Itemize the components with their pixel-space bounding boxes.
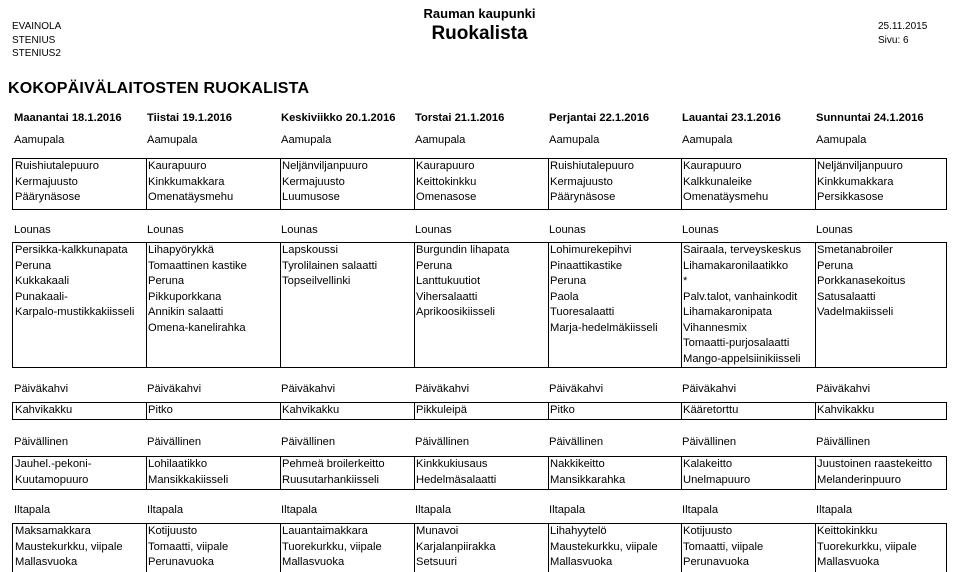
menu-item [146,352,280,367]
meal-label: Iltapala [415,504,452,516]
menu-item: Peruna [148,275,185,287]
meal-label: Lounas [415,224,452,236]
menu-item: Burgundin lihapata [416,244,510,256]
menu-item: Kääretorttu [683,404,739,416]
meal-label: Päivällinen [816,436,871,448]
menu-row [13,336,946,352]
menu-item [146,336,280,351]
menu-item: Ruishiutalepuuro [15,160,99,172]
menu-item: Pinaattikastike [550,259,623,272]
menu-item: Maustekurkku, viipale [15,540,123,553]
menu-item: Omenasose [416,191,477,203]
menu-item: Kinkkukiusaus [416,458,488,470]
menu-item: Hedelmäsalaatti [416,473,497,486]
menu-item: Annikin salaatti [148,306,224,318]
menu-item: Punakaali- [15,290,68,303]
menu-item: Pehmeä broilerkeitto [282,458,385,470]
meal-label: Päiväkahvi [549,383,604,395]
menu-item: Kahvikakku [817,404,875,416]
menu-item: Ruusutarhankiisseli [282,473,380,486]
menu-item: Aprikoosikiisseli [416,306,495,318]
menu-item: Lanttukuutiot [416,275,481,287]
menu-item: Peruna [817,259,854,272]
meal-label: Aamupala [816,134,867,146]
menu-item: Kuutamopuuro [15,473,89,486]
menu-item: Ruishiutalepuuro [550,160,634,172]
menu-item: Peruna [416,259,453,272]
menu-item: Omenatäysmehu [683,191,769,203]
menu-item: Neljänviljanpuuro [817,160,903,172]
menu-row [13,403,946,419]
menu-row [13,274,946,290]
menu-item: Kermajuusto [282,175,345,188]
menu-item: Perunavuoka [683,556,749,568]
menu-item: Satusalaatti [817,290,876,303]
meal-label: Iltapala [281,504,318,516]
menu-item: Kalakeitto [683,458,733,470]
menu-item [815,352,948,367]
menu-item: Kahvikakku [282,404,340,416]
menu-row [13,352,946,368]
meal-label: Iltapala [682,504,719,516]
meal-label: Lounas [281,224,318,236]
menu-item: Kaurapuuro [416,160,475,172]
meal-label: Päiväkahvi [147,383,202,395]
unit-name: STENIUS2 [12,48,61,59]
meal-label: Lounas [549,224,586,236]
meal-label: Päiväkahvi [14,383,69,395]
meal-label: Iltapala [14,504,51,516]
day-header: Lauantai 23.1.2016 [682,112,781,124]
menu-item: Lohimurekepihvi [550,244,632,256]
menu-item: Kermajuusto [550,175,613,188]
meal-label: Päiväkahvi [816,383,871,395]
header-right [878,20,927,47]
menu-item: Lihahyytelö [550,525,607,537]
meal-block-lounas [12,242,947,368]
menu-item: Pitko [148,404,173,416]
menu-item: Tomaatti, viipale [148,540,229,553]
menu-item: Mansikkakiisseli [148,473,229,486]
menu-item: Palv.talot, vanhainkodit [683,290,798,303]
menu-row [13,175,946,191]
menu-item: Setsuuri [416,556,458,568]
menu-item: Keittokinkku [416,175,477,188]
menu-item: Tuorekurkku, viipale [282,540,382,553]
meal-label: Päiväkahvi [281,383,336,395]
menu-item: Kinkkumakkara [817,175,894,188]
menu-item: Paola [550,290,579,303]
menu-item: Vihersalaatti [416,290,478,303]
menu-item: Smetanabroiler [817,244,893,256]
menu-item: Vadelmakiisseli [817,306,894,318]
meal-label: Päiväkahvi [415,383,470,395]
menu-item: Kukkakaali [15,275,70,287]
day-header: Perjantai 22.1.2016 [549,112,650,124]
menu-item [548,336,681,351]
menu-item: Lihapyörykkä [148,244,214,256]
menu-item: Lauantaimakkara [282,525,368,537]
meal-label: Lounas [682,224,719,236]
menu-item: Marja-hedelmäkiisseli [550,321,658,334]
menu-item: Lihamakaronipata [683,306,772,318]
menu-item: Karpalo-mustikkakiisseli [15,306,135,318]
menu-item: Persikkasose [817,191,884,203]
menu-item: Mallasvuoka [15,556,78,568]
menu-item: * [683,275,688,287]
meal-label: Päivällinen [415,436,470,448]
meal-block-aamupala [12,158,947,210]
menu-item: Sairaala, terveyskeskus [683,244,802,256]
menu-row [13,243,946,259]
menu-item: Tomaatti, viipale [683,540,764,553]
menu-item: Neljänviljanpuuro [282,160,368,172]
menu-item: Päärynäsose [15,191,81,203]
page-number: Sivu: 6 [878,34,909,46]
menu-item: Kinkkumakkara [148,175,225,188]
menu-row [13,540,946,556]
meal-label: Aamupala [415,134,466,146]
menu-item: Pikkuleipä [416,404,467,416]
menu-item: Tyrolilainen salaatti [282,259,378,272]
day-header: Torstai 21.1.2016 [415,112,505,124]
menu-item [280,321,414,336]
meal-label: Aamupala [682,134,733,146]
menu-item: Mallasvuoka [550,556,613,568]
menu-item: Kalkkunaleike [683,175,753,188]
day-header: Keskiviikko 20.1.2016 [281,112,396,124]
day-header: Sunnuntai 24.1.2016 [816,112,924,124]
menu-item: Tuoresalaatti [550,306,615,318]
menu-item: Mango-appelsiinikiisseli [683,352,801,365]
menu-row [13,321,946,337]
menu-item: Pikkuporkkana [148,290,222,303]
menu-item: Omenatäysmehu [148,191,234,203]
unit-name: EVAINOLA [12,21,62,32]
menu-item: Kaurapuuro [683,160,742,172]
menu-item: Perunavuoka [148,556,214,568]
menu-item: Pitko [550,404,575,416]
menu-item [280,290,414,305]
menu-row [13,290,946,306]
menu-row [13,555,946,571]
document-title: Ruokalista [431,23,528,44]
menu-item: Tomaattinen kastike [148,259,247,272]
menu-item: Omena-kanelirahka [148,321,246,334]
menu-item: Keittokinkku [817,525,878,537]
meal-label: Aamupala [549,134,600,146]
menu-item: Lohilaatikko [148,458,208,470]
menu-item: Tuorekurkku, viipale [817,540,917,553]
menu-item: Kotijuusto [683,525,733,537]
menu-item [13,321,146,336]
report-title: KOKOPÄIVÄLAITOSTEN RUOKALISTA [8,80,310,97]
menu-item [548,352,681,367]
menu-row [13,457,946,473]
menu-row [13,305,946,321]
print-date: 25.11.2015 [878,21,928,32]
menu-item: Kahvikakku [15,404,73,416]
menu-item: Porkkanasekoitus [817,275,906,287]
menu-row [13,473,946,489]
menu-item [414,336,548,351]
menu-item: Luumusose [282,191,340,203]
menu-item: Lapskoussi [282,244,338,256]
meal-block-paivakahvi [12,402,947,420]
menu-item: Maustekurkku, viipale [550,540,658,553]
meal-block-iltapala [12,523,947,572]
meal-label: Lounas [816,224,853,236]
menu-item [414,352,548,367]
meal-label: Aamupala [14,134,65,146]
meal-label: Iltapala [147,504,184,516]
menu-item [815,321,948,336]
meal-label: Iltapala [816,504,853,516]
menu-item: Peruna [550,275,587,287]
meal-label: Aamupala [147,134,198,146]
menu-item [280,305,414,320]
meal-label: Päiväkahvi [682,383,737,395]
menu-row [13,259,946,275]
menu-item: Melanderinpuuro [817,473,901,486]
meal-label: Aamupala [281,134,332,146]
meal-label: Lounas [147,224,184,236]
menu-item [815,336,948,351]
meal-label: Päivällinen [14,436,69,448]
menu-item: Tomaatti-purjosalaatti [683,337,790,349]
menu-item [13,352,146,367]
menu-item: Persikka-kalkkunapata [15,244,128,256]
meal-label: Iltapala [549,504,586,516]
menu-item: Päärynäsose [550,191,616,203]
header-center [0,6,959,45]
meal-label: Päivällinen [147,436,202,448]
meal-label: Päivällinen [682,436,737,448]
meal-block-paivallinen [12,456,947,490]
menu-item [280,352,414,367]
menu-item: Kermajuusto [15,175,78,188]
day-header: Tiistai 19.1.2016 [147,112,233,124]
menu-item: Karjalanpiirakka [416,540,496,553]
meal-label: Päivällinen [549,436,604,448]
menu-item [280,336,414,351]
menu-row [13,159,946,175]
menu-item: Jauhel.-pekoni- [15,458,92,470]
menu-item: Maksamakkara [15,525,91,537]
menu-item [13,336,146,351]
menu-row [13,190,946,206]
organization-name: Rauman kaupunki [423,6,536,21]
meal-label: Päivällinen [281,436,336,448]
menu-item: Mallasvuoka [817,556,880,568]
meal-label: Lounas [14,224,51,236]
menu-item: Nakkikeitto [550,458,605,470]
unit-name: STENIUS [12,34,56,46]
menu-item: Mansikkarahka [550,473,626,486]
menu-item: Unelmapuuro [683,473,751,486]
menu-item [414,321,548,336]
menu-item: Peruna [15,259,52,272]
menu-item: Kaurapuuro [148,160,207,172]
menu-item: Kotijuusto [148,525,198,537]
menu-item: Topseilvellinki [282,275,351,287]
menu-item: Munavoi [416,525,459,537]
day-header: Maanantai 18.1.2016 [14,112,122,124]
menu-item: Juustoinen raastekeitto [817,458,933,470]
menu-item: Mallasvuoka [282,556,345,568]
menu-item: Lihamakaronilaatikko [683,259,789,272]
menu-row [13,524,946,540]
menu-item: Vihannesmix [683,321,747,334]
